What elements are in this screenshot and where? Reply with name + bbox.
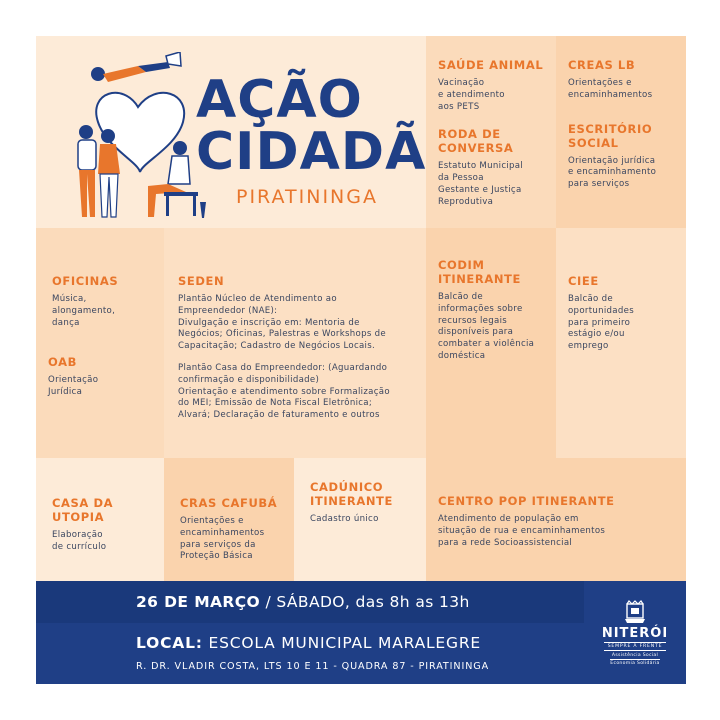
escritorio-social-text: Orientação jurídica e encaminhamento para serviços bbox=[568, 155, 657, 190]
saude-animal-title: SAÚDE ANIMAL bbox=[438, 58, 544, 72]
cell-creas-lb bbox=[556, 36, 686, 228]
event-location-value: ESCOLA MUNICIPAL MARALEGRE bbox=[202, 634, 481, 652]
hero-title bbox=[196, 70, 427, 182]
oficinas-text: Música, alongamento, dança bbox=[52, 294, 116, 328]
logo-line-assistencia: Assistência Social bbox=[611, 652, 659, 658]
oab-title: OAB bbox=[48, 355, 77, 370]
cras-cafuba-text: Orientações e encaminhamentos para serviços da Proteção Básica bbox=[180, 516, 265, 562]
event-time: das 8h as 13h bbox=[350, 593, 470, 611]
event-address: R. DR. VLADIR COSTA, LTS 10 E 11 - QUADRA 87 - PIRATININGA bbox=[136, 661, 490, 672]
cell-cadunico bbox=[294, 458, 426, 581]
cell-ciee bbox=[556, 228, 686, 458]
creas-lb-text: Orientações e encaminhamentos bbox=[568, 78, 653, 100]
logo-name: NITERÓI bbox=[601, 625, 669, 641]
oficinas-title: OFICINAS bbox=[52, 274, 119, 288]
centro-pop-title: CENTRO POP ITINERANTE bbox=[438, 494, 615, 508]
event-location-label: LOCAL: bbox=[136, 634, 203, 652]
oab-text: Orientação Jurídica bbox=[48, 375, 99, 398]
city-crest-icon bbox=[624, 600, 646, 624]
seden-text-nae: Plantão Núcleo de Atendimento ao Empreendedor (NAE): Divulgação e inscrição em: Mentoria de Negócios; Oficinas, Palestras e Workshops de Capacitação; Cadastro de Negócios Locais. bbox=[178, 294, 387, 352]
ciee-title: CIEE bbox=[568, 274, 599, 288]
event-date-bold: 26 DE MARÇO bbox=[136, 593, 261, 611]
centro-pop-text: Atendimento de população em situação de rua e encaminhamentos para a rede Socioassistencial bbox=[438, 514, 606, 548]
seden-title: SEDEN bbox=[178, 274, 225, 288]
cell-casa-utopia bbox=[36, 458, 164, 581]
codim-text: Balcão de informações sobre recursos legais disponíveis para combater a violência doméstica bbox=[438, 292, 535, 361]
hero-title-line1: AÇÃO bbox=[196, 70, 363, 130]
cadunico-title: CADÚNICO ITINERANTE bbox=[310, 480, 393, 508]
escritorio-social-title: ESCRITÓRIO SOCIAL bbox=[568, 121, 653, 150]
ciee-text: Balcão de oportunidades para primeiro estágio e/ou emprego bbox=[568, 294, 634, 352]
seden-text-casa: Plantão Casa do Empreendedor: (Aguardando confirmação e disponibilidade) Orientação e atendimento sobre Formalização do MEI; Emissão de Nota Fiscal Eletrônica; Alvará; Declaração de faturamento e outros bbox=[178, 362, 390, 421]
creas-lb-title: CREAS LB bbox=[568, 58, 636, 72]
hero-subtitle: PIRATININGA bbox=[236, 186, 378, 208]
cell-cras-cafuba bbox=[164, 458, 294, 581]
codim-title: CODIM ITINERANTE bbox=[438, 258, 521, 286]
people-heart-illustration bbox=[68, 52, 208, 227]
footer bbox=[36, 581, 686, 684]
cadunico-text: Cadastro único bbox=[310, 514, 379, 524]
poster bbox=[36, 36, 686, 684]
cell-seden bbox=[164, 228, 426, 458]
event-location bbox=[136, 634, 481, 652]
cell-centro-pop bbox=[426, 458, 686, 581]
event-date bbox=[136, 593, 470, 611]
logo-line-economia: Economia Solidária bbox=[610, 660, 660, 666]
cras-cafuba-title: CRAS CAFUBÁ bbox=[180, 496, 278, 510]
event-weekday: / SÁBADO, bbox=[260, 593, 351, 611]
casa-utopia-title: CASA DA UTOPIA bbox=[52, 496, 114, 524]
casa-utopia-text: Elaboração de currículo bbox=[52, 530, 107, 552]
logo-motto: SEMPRE À FRENTE bbox=[604, 642, 667, 651]
hero-panel bbox=[36, 36, 426, 228]
saude-animal-text: Vacinação e atendimento aos PETS bbox=[438, 78, 505, 112]
hero-title-line2: CIDADÃ bbox=[196, 122, 427, 182]
niteroi-logo bbox=[584, 581, 686, 684]
roda-conversa-title: RODA DE CONVERSA bbox=[438, 127, 514, 156]
roda-conversa-text: Estatuto Municipal da Pessoa Gestante e Justiça Reprodutiva bbox=[438, 161, 524, 207]
cell-saude-animal bbox=[426, 36, 556, 228]
cell-oficinas bbox=[36, 228, 164, 458]
cell-codim bbox=[426, 228, 556, 458]
